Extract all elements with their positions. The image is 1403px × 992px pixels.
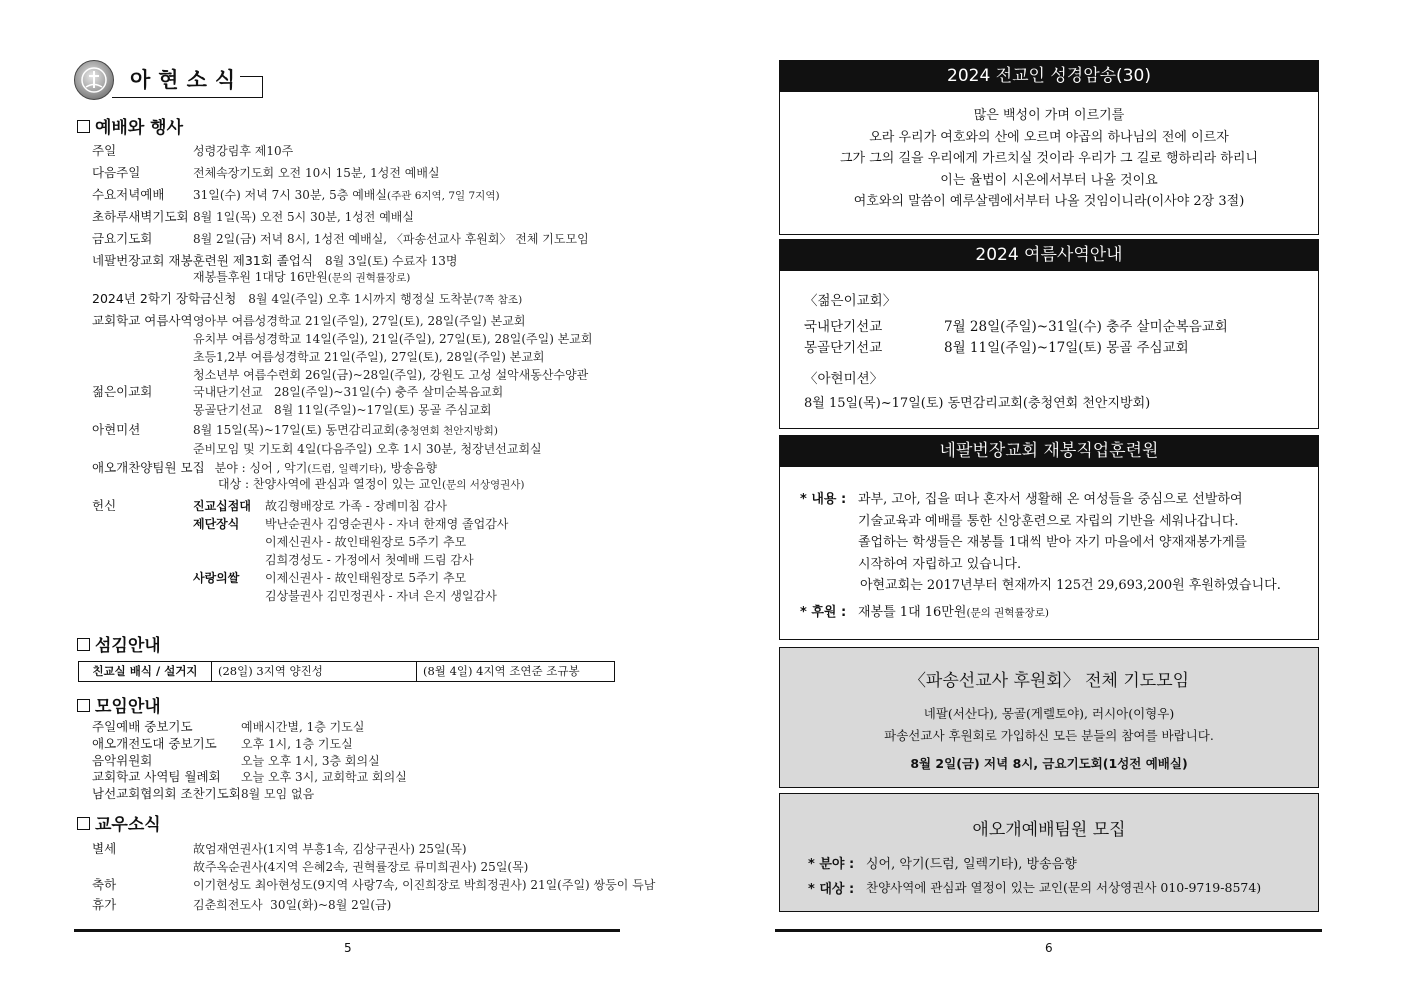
school-line: 유치부 여름성경학교 14일(주일), 21일(주일), 27일(토), 28일(주일) 본교회 [193,332,593,346]
offering-line: 김희경성도 - 가정에서 첫예배 드림 감사 [265,553,474,567]
service-table [78,661,615,682]
nepal-support: 재봉틀 1대 16만원(문의 권혁률장로) [858,605,1049,620]
list-item: 휴가 김춘희전도사 30일(화)~8월 2일(금) [92,897,392,912]
recruit-title: 애오개예배팀원 모집 [972,820,1126,840]
page-number: 5 [344,941,352,955]
mission-line: 8월 15일(목)~17일(토) 동면감리교회(충청연회 천안지방회) [193,423,498,437]
service-table-label: 친교실 배식 / 설거지 [79,662,212,681]
page-title: 아현소식 [130,68,244,92]
scripture-line: 여호와의 말씀이 예루살렘에서부터 나올 것임이니라(이사야 2장 3절) [853,194,1245,209]
page-number: 6 [1045,941,1053,955]
school-line: 영아부 여름성경학교 21일(주일), 27일(토), 28일(주일) 본교회 [193,314,526,328]
summer-youth-heading: 〈젊은이교회〉 [804,293,897,309]
school-line: 청소년부 여름수련회 26일(금)~28일(주일), 강원도 고성 설악새동산수양관 [193,368,589,382]
scripture-body [780,92,1318,213]
summer-row-value: 8월 11일(주일)~17일(토) 몽골 주심교회 [944,340,1189,356]
missionary-title: 〈파송선교사 후원회〉 전체 기도모임 [908,671,1190,691]
nepal-line: 기술교육과 예배를 통한 신앙훈련으로 자립의 기반을 세워나갑니다. [858,513,1239,529]
offering-lines [265,515,508,569]
offering-line: 박난순권사 김영순권사 - 자녀 한재영 졸업감사 [265,517,509,531]
offering-group: 사랑의쌀 [193,571,240,585]
members-lines [193,840,528,876]
nepal-line: 시작하여 자립하고 있습니다. [858,556,1022,572]
list-item-youth: 젊은이교회 [92,384,153,399]
section-heading-meeting: 모임안내 [77,692,161,717]
scripture-line: 이는 율법이 시온에서부터 나올 것이요 [940,172,1158,188]
scripture-title: 2024 전교인 성경암송(30) [780,61,1318,92]
recruit-field-label: * 분야 : [808,857,855,872]
offering-line: 이제신권사 - 故인태원장로 5주기 추모 [265,571,467,585]
offering-line: 김상불권사 김민정권사 - 자녀 은지 생일감사 [265,589,497,603]
summer-row-value: 7월 28일(주일)~31일(수) 충주 살미순복음교회 [944,319,1228,335]
mission-lines [193,421,542,458]
recruit-target-label: * 대상 : [808,882,855,897]
list-item-scholarship: 2024년 2학기 장학금신청 8월 4일(주일) 오후 1시까지 행정실 도착분(7쪽 참조) [92,291,523,306]
title-frame [240,76,263,98]
missionary-line: 8월 2일(금) 저녁 8시, 금요기도회(1성전 예배실) [910,756,1188,771]
recruit-field-value: 싱어, 악기(드럼, 일렉기타), 방송음향 [866,857,1077,872]
list-item-praise: 애오개찬양팀원 모집 분야 : 싱어 , 악기(드럼, 일렉기타), 방송음향 [92,460,438,475]
offering-group: 제단장식 [193,517,240,531]
summer-panel [779,239,1319,429]
offering-lines [265,569,497,605]
members-line: 故주옥순권사(4지역 은혜2속, 권혁률장로 류미희권사) 25일(목) [193,860,529,874]
missionary-line: 파송선교사 후원회로 가입하신 모든 분들의 참여를 바랍니다. [884,728,1214,743]
nepal-content [858,489,1281,597]
title-underline [112,97,262,98]
recruit-target-value: 찬양사역에 관심과 열정이 있는 교인(문의 서상영권사 010-9719-8574) [866,880,1262,895]
missionary-line: 네팔(서산다), 몽골(게렐토야), 러시아(이형우) [923,706,1175,721]
recruit-panel [779,793,1319,912]
list-item-offering: 헌신 [92,498,117,513]
church-logo-icon [74,60,114,100]
list-item: 축하 이기현성도 최아현성도(9지역 사랑7속, 이진희장로 박희정권사) 21일(주일) 쌍둥이 득남 [92,877,656,892]
list-item: 별세 [92,841,117,856]
checkbox-icon [77,638,90,651]
scripture-line: 많은 백성이 가며 이르기를 [973,108,1125,123]
summer-mission-line: 8월 15일(목)~17일(토) 동면감리교회(충청연회 천안지방회) [804,396,1151,411]
list-item-sub: 재봉틀후원 1대당 16만원(문의 권혁률장로) [193,270,411,284]
offering-line: 이제신권사 - 故인태원장로 5주기 추모 [265,535,467,549]
list-item: 애오개전도대 중보기도 오후 1시, 1층 기도실 [92,736,353,751]
summer-title: 2024 여름사역안내 [780,240,1318,271]
nepal-line: 과부, 고아, 집을 떠나 혼자서 생활해 온 여성들을 중심으로 선발하여 [858,492,1243,507]
school-line: 초등1,2부 여름성경학교 21일(주일), 27일(토), 28일(주일) 본교회 [193,350,545,364]
list-item-school: 교회학교 여름사역 [92,313,193,328]
footer-rule [775,929,1322,932]
summer-row-label: 국내단기선교 [804,319,883,335]
nepal-content-label: * 내용 : [800,492,847,507]
scripture-line: 오라 우리가 여호와의 산에 오르며 야곱의 하나님의 전에 이르자 [869,129,1229,145]
footer-rule [74,929,620,932]
section-heading-service: 섬김안내 [77,631,161,656]
youth-lines [193,383,503,419]
members-line: 故엄재연권사(1지역 부흥1속, 김상구권사) 25일(목) [193,842,467,856]
summer-mission-heading: 〈아현미션〉 [804,371,884,387]
nepal-line: 아현교회는 2017년부터 현재까지 125건 29,693,200원 후원하였습니다. [860,578,1281,593]
youth-line: 국내단기선교 28일(주일)~31일(수) 충주 살미순복음교회 [193,385,504,399]
nepal-title: 네팔번장교회 재봉직업훈련원 [780,436,1318,467]
list-item: 교회학교 사역팀 월례회 오늘 오후 3시, 교회학교 회의실 [92,769,407,784]
offering-group: 진교십점대 故김형배장로 가족 - 장례미침 감사 [193,499,448,513]
service-table-cell: (8월 4일) 4지역 조연준 조규봉 [423,664,580,678]
nepal-support-label: * 후원 : [800,605,847,620]
checkbox-icon [77,817,90,830]
nepal-panel [779,435,1319,640]
list-item-sub: 대상 : 찬양사역에 관심과 열정이 있는 교인(문의 서상영권사) [218,477,525,491]
mission-line: 준비모임 및 기도회 4일(다음주일) 오후 1시 30분, 청장년선교회실 [193,442,542,456]
scripture-line: 그가 그의 길을 우리에게 가르치실 것이라 우리가 그 길로 행하리라 하리니 [839,151,1259,166]
nepal-line: 졸업하는 학생들은 재봉틀 1대씩 받아 자기 마을에서 양재재봉가게를 [858,535,1247,550]
school-lines [193,312,592,384]
summer-row-label: 몽골단기선교 [804,340,883,356]
list-item-mission: 아현미션 [92,422,141,437]
youth-line: 몽골단기선교 8월 11일(주일)~17일(토) 몽골 주심교회 [193,403,492,417]
scripture-panel [779,60,1319,235]
list-item: 남선교회협의회 조찬기도회 8월 모임 없음 [92,786,315,801]
list-item: 음악위원회 오늘 오후 1시, 3층 회의실 [92,753,380,768]
service-table-cell: (28일) 3지역 양진성 [212,662,417,681]
missionary-body [780,703,1318,775]
section-heading-worship: 예배와 행사 [77,113,183,138]
checkbox-icon [77,120,90,133]
checkbox-icon [77,699,90,712]
list-item-nepal-graduation: 네팔번장교회 재봉훈련원 제31회 졸업식 8월 3일(토) 수료자 13명 [92,253,458,268]
missionary-panel [779,647,1319,788]
section-heading-members: 교우소식 [77,810,161,835]
list-item: 주일예배 중보기도 예배시간별, 1층 기도실 [92,719,365,734]
